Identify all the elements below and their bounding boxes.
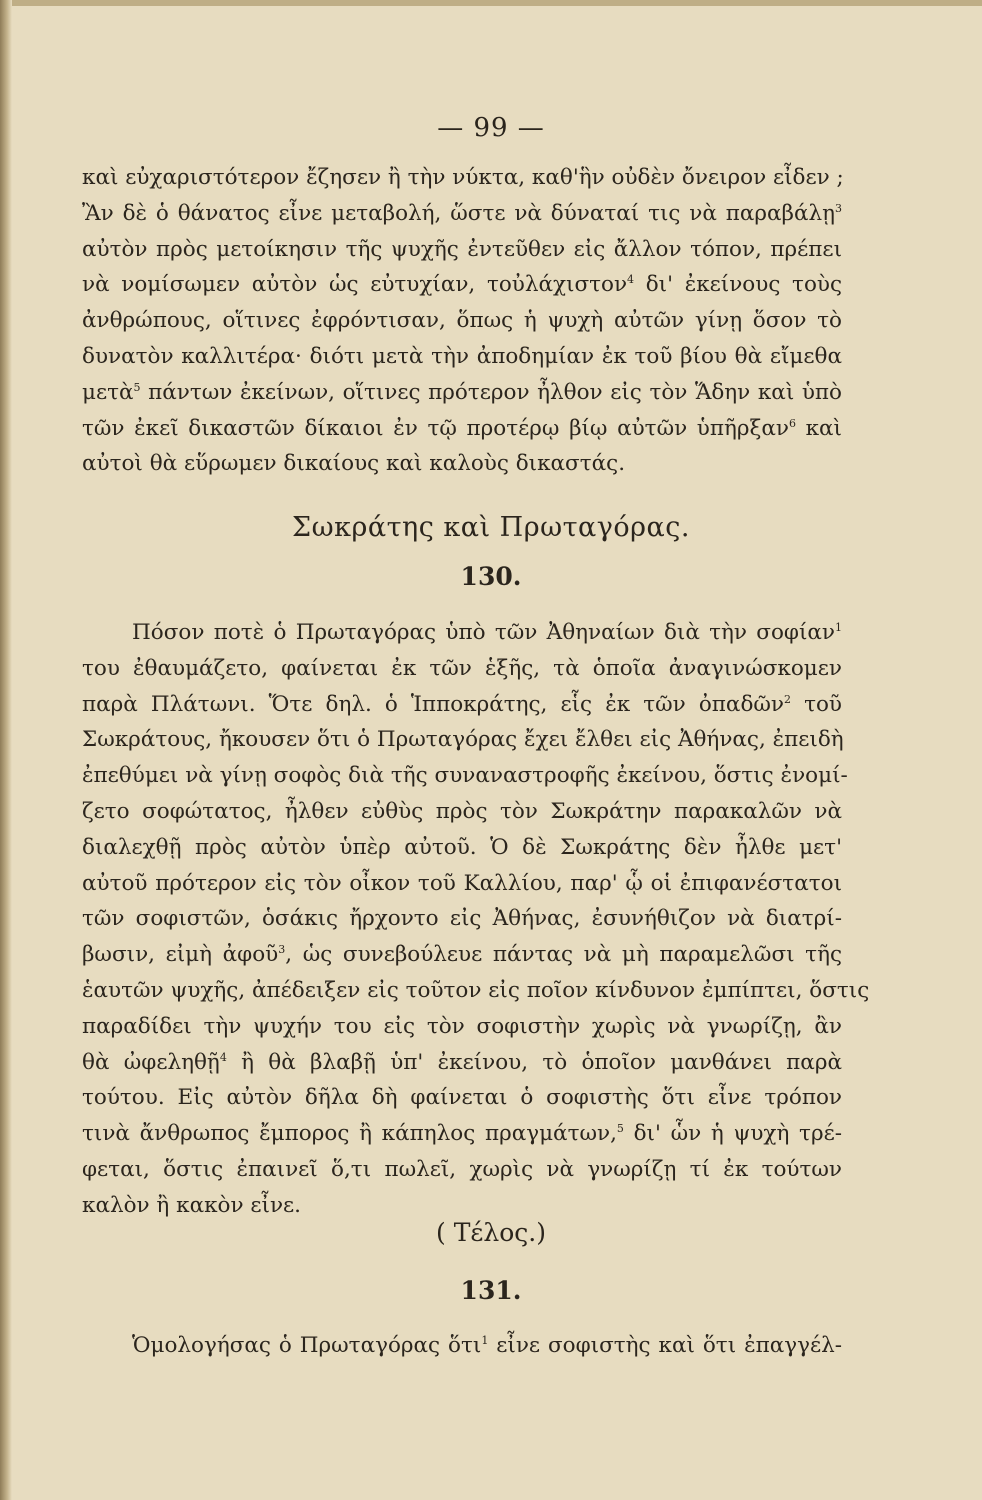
text-line <box>82 1009 842 1045</box>
text-line <box>82 651 842 687</box>
footnote-marker: 1 <box>835 621 842 634</box>
paragraph-section-131 <box>82 1328 842 1364</box>
footnote-marker: 4 <box>627 273 635 287</box>
line-text: αὐτοὶ θὰ εὕρωμεν δικαίους καὶ καλοὺς δικαστάς. <box>82 451 626 477</box>
text-line <box>82 687 842 723</box>
line-text-continued: δι' ὧν ἡ ψυχὴ τρέ- <box>623 1121 842 1147</box>
text-line <box>82 232 842 268</box>
line-text: Ἂν δὲ ὁ θάνατος εἶνε μεταβολή, ὥστε νὰ δύναταί τις νὰ παραβάλῃ <box>82 200 835 226</box>
text-line <box>82 1080 842 1116</box>
text-line <box>82 267 842 303</box>
line-text: μετὰ <box>82 379 134 405</box>
line-text: ἐπεθύμει νὰ γίνῃ σοφὸς διὰ τῆς συναναστροφῆς ἐκείνου, ὅστις ἐνομί- <box>82 763 848 789</box>
line-text: διαλεχθῇ πρὸς αὐτὸν ὑπὲρ αὐτοῦ. Ὁ δὲ Σωκράτης δὲν ἦλθε μετ' <box>82 834 842 860</box>
line-text: βωσιν, εἰμὴ ἀφοῦ <box>82 942 279 968</box>
text-line <box>82 411 842 447</box>
line-text: τῶν ἐκεῖ δικαστῶν δίκαιοι ἐν τῷ προτέρῳ βίῳ αὐτῶν ὑπῆρξαν <box>82 415 789 441</box>
text-line <box>82 1045 842 1081</box>
line-text-continued: τοῦ <box>791 691 843 717</box>
paragraph-closing-previous <box>82 160 842 482</box>
footnote-marker: 3 <box>835 201 842 215</box>
text-line <box>82 794 842 830</box>
text-line <box>82 615 842 651</box>
text-line <box>82 303 842 339</box>
text-line <box>82 1152 842 1188</box>
footnote-marker: 6 <box>788 416 796 430</box>
footnote-marker: 5 <box>616 1122 624 1136</box>
footnote-marker: 2 <box>784 692 791 706</box>
line-text: δυνατὸν καλλιτέρα· διότι μετὰ τὴν ἀποδημίαν ἐκ τοῦ βίου θὰ εἴμεθα <box>82 343 842 369</box>
line-text-continued: πάντων ἐκείνων, οἵτινες πρότερον ἦλθον εἰς τὸν Ἅδην καὶ ὑπὸ <box>140 379 842 405</box>
line-text: αὐτὸν πρὸς μετοίκησιν τῆς ψυχῆς ἐντεῦθεν εἰς ἄλλον τόπον, πρέπει <box>82 236 842 262</box>
text-line <box>82 722 842 758</box>
section-title: Σωκράτης καὶ Πρωταγόρας. <box>292 512 690 543</box>
line-text: παραδίδει τὴν ψυχήν του εἰς τὸν σοφιστὴν χωρὶς νὰ γνωρίζῃ, ἂν <box>82 1013 842 1039</box>
line-text: Σωκράτους, ἤκουσεν ὅτι ὁ Πρωταγόρας ἔχει ἔλθει εἰς Ἀθήνας, ἐπειδὴ <box>82 727 844 753</box>
line-text: ζετο σοφώτατος, ἦλθεν εὐθὺς πρὸς τὸν Σωκράτην παρακαλῶν νὰ <box>82 798 842 824</box>
section-number-130: 130. <box>460 562 522 591</box>
footnote-marker: 1 <box>481 1334 489 1347</box>
text-line <box>82 446 842 482</box>
line-text: Ὁμολογήσας ὁ Πρωταγόρας ὅτι <box>132 1333 482 1358</box>
line-text-continued: εἶνε σοφιστὴς καὶ ὅτι ἐπαγγέλ- <box>488 1333 842 1358</box>
line-text: του ἐθαυμάζετο, φαίνεται ἐκ τῶν ἑξῆς, τὰ ὁποῖα ἀναγινώσκομεν <box>82 655 842 681</box>
line-text-continued: καὶ <box>795 415 842 441</box>
line-text-continued: ἢ θὰ βλαβῇ ὑπ' ἐκείνου, τὸ ὁποῖον μανθάνει παρὰ <box>226 1049 842 1075</box>
line-text: τούτου. Εἰς αὐτὸν δῆλα δὴ φαίνεται ὁ σοφιστὴς ὅτι εἶνε τρόπον <box>82 1085 842 1111</box>
text-line <box>82 758 848 794</box>
line-text: τῶν σοφιστῶν, ὁσάκις ἤρχοντο εἰς Ἀθήνας, ἐσυνήθιζον νὰ διατρί- <box>82 906 842 932</box>
section-number-131: 131. <box>460 1276 522 1305</box>
text-line <box>82 830 842 866</box>
line-text-continued: δι' ἐκείνους τοὺς <box>634 272 843 298</box>
text-line <box>82 339 842 375</box>
paragraph-section-130 <box>82 615 870 1224</box>
text-line <box>82 1328 842 1364</box>
text-line <box>82 160 842 196</box>
line-text: καλὸν ἢ κακὸν εἶνε. <box>82 1192 301 1218</box>
text-line <box>82 1116 842 1152</box>
text-line <box>82 375 842 411</box>
line-text: νὰ νομίσωμεν αὐτὸν ὡς εὐτυχίαν, τοὐλάχιστον <box>82 272 628 298</box>
page-binding-edge <box>0 0 12 1500</box>
text-line <box>82 937 842 973</box>
line-text-continued: , ὡς συνεβούλευε πάντας νὰ μὴ παραμελῶσι τῆς <box>285 942 842 968</box>
text-line <box>82 866 842 902</box>
line-text: ἀνθρώπους, οἵτινες ἐφρόντισαν, ὅπως ἡ ψυχὴ αὐτῶν γίνῃ ὅσον τὸ <box>82 308 842 334</box>
line-text: ἑαυτῶν ψυχῆς, ἀπέδειξεν εἰς τοῦτον εἰς ποῖον κίνδυνον ἐμπίπτει, ὅστις <box>82 977 870 1003</box>
line-text: καὶ εὐχαριστότερον ἔζησεν ἢ τὴν νύκτα, καθ'ἣν οὐδὲν ὄνειρον εἶδεν ; <box>82 165 844 190</box>
text-line <box>82 196 842 232</box>
page-number: — 99 — <box>437 113 545 143</box>
footnote-marker: 5 <box>133 380 141 394</box>
page-top-edge <box>0 0 982 6</box>
line-text: φεται, ὅστις ἐπαινεῖ ὅ,τι πωλεῖ, χωρὶς νὰ γνωρίζῃ τί ἐκ τούτων <box>82 1156 842 1182</box>
footnote-marker: 3 <box>278 943 286 957</box>
line-text: τινὰ ἄνθρωπος ἔμπορος ἢ κάπηλος πραγμάτων, <box>82 1121 617 1147</box>
line-text: Πόσον ποτὲ ὁ Πρωταγόρας ὑπὸ τῶν Ἀθηναίων διὰ τὴν σοφίαν <box>132 620 835 645</box>
line-text: θὰ ὠφεληθῇ <box>82 1049 220 1075</box>
text-line <box>82 973 870 1009</box>
text-line <box>82 901 842 937</box>
footnote-marker: 4 <box>219 1050 227 1064</box>
line-text: παρὰ Πλάτωνι. Ὅτε δηλ. ὁ Ἱπποκράτης, εἷς ἐκ τῶν ὀπαδῶν <box>82 691 784 717</box>
line-text: αὐτοῦ πρότερον εἰς τὸν οἶκον τοῦ Καλλίου, παρ' ᾧ οἱ ἐπιφανέστατοι <box>82 870 842 896</box>
end-marker: ( Τέλος.) <box>436 1218 546 1247</box>
